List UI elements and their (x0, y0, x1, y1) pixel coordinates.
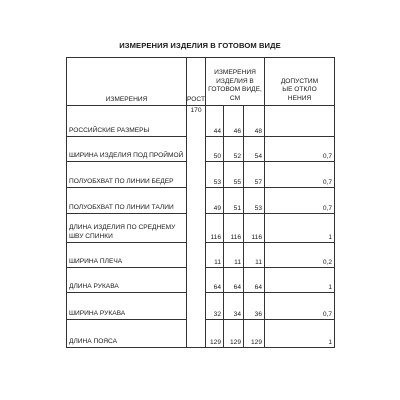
tolerance-value: 0,7 (265, 293, 335, 320)
row-label: ДЛИНА РУКАВА (67, 268, 187, 293)
page-title: ИЗМЕРЕНИЯ ИЗДЕЛИЯ В ГОТОВОМ ВИДЕ (119, 41, 281, 50)
size-value: 11 (206, 243, 224, 268)
size-value: 129 (244, 320, 265, 348)
size-value: 116 (206, 214, 224, 243)
size-value: 11 (244, 243, 265, 268)
size-value: 55 (224, 162, 244, 188)
row-label: ДЛИНА ПОЯСА (67, 320, 187, 348)
header-finished-measurements: ИЗМЕРЕНИЯ ИЗДЕЛИЯ В ГОТОВОМ ВИДЕ, СМ (206, 58, 265, 106)
tolerance-value: 0,7 (265, 188, 335, 214)
header-measurements: ИЗМЕРЕНИЯ (67, 58, 187, 106)
tolerance-value: 1 (265, 320, 335, 348)
size-value: 49 (206, 188, 224, 214)
size-value: 34 (224, 293, 244, 320)
header-tolerance (265, 58, 335, 106)
size-value: 32 (206, 293, 224, 320)
size-value: 44 (206, 106, 224, 137)
size-value: 11 (224, 243, 244, 268)
tolerance-value: 0,7 (265, 137, 335, 162)
table-header-row (67, 58, 335, 106)
size-value: 50 (206, 137, 224, 162)
size-value: 116 (244, 214, 265, 243)
size-value: 48 (244, 106, 265, 137)
tolerance-value: 1 (265, 214, 335, 243)
size-value: 129 (224, 320, 244, 348)
row-label: ПОЛУОБХВАТ ПО ЛИНИИ БЕДЕР (67, 162, 187, 188)
size-value: 64 (224, 268, 244, 293)
tolerance-value: 0,2 (265, 243, 335, 268)
size-value: 36 (244, 293, 265, 320)
size-value: 52 (224, 137, 244, 162)
row-label: РОССИЙСКИЕ РАЗМЕРЫ (67, 106, 187, 137)
tolerance-value: 0,7 (265, 162, 335, 188)
header-tolerance-text: ДОПУСТИМЫЕ ОТКЛОНЕНИЯ (280, 77, 319, 102)
header-height: РОСТ (187, 58, 206, 106)
size-value: 53 (244, 188, 265, 214)
row-label: ДЛИНА ИЗДЕЛИЯ ПО СРЕДНЕМУ ШВУ СПИНКИ (67, 214, 187, 243)
size-value: 64 (244, 268, 265, 293)
measurements-table (66, 57, 335, 348)
size-value: 57 (244, 162, 265, 188)
height-value: 170 (187, 106, 206, 348)
row-label: ШИРИНА ИЗДЕЛИЯ ПОД ПРОЙМОЙ (67, 137, 187, 162)
size-value: 53 (206, 162, 224, 188)
size-value: 64 (206, 268, 224, 293)
size-value: 46 (224, 106, 244, 137)
row-label: ШИРИНА РУКАВА (67, 293, 187, 320)
tolerance-value: 1 (265, 268, 335, 293)
row-label: ШИРИНА ПЛЕЧА (67, 243, 187, 268)
row-label: ПОЛУОБХВАТ ПО ЛИНИИ ТАЛИИ (67, 188, 187, 214)
size-value: 54 (244, 137, 265, 162)
table-row (67, 106, 335, 137)
size-value: 129 (206, 320, 224, 348)
tolerance-value (265, 106, 335, 137)
size-value: 51 (224, 188, 244, 214)
size-value: 116 (224, 214, 244, 243)
